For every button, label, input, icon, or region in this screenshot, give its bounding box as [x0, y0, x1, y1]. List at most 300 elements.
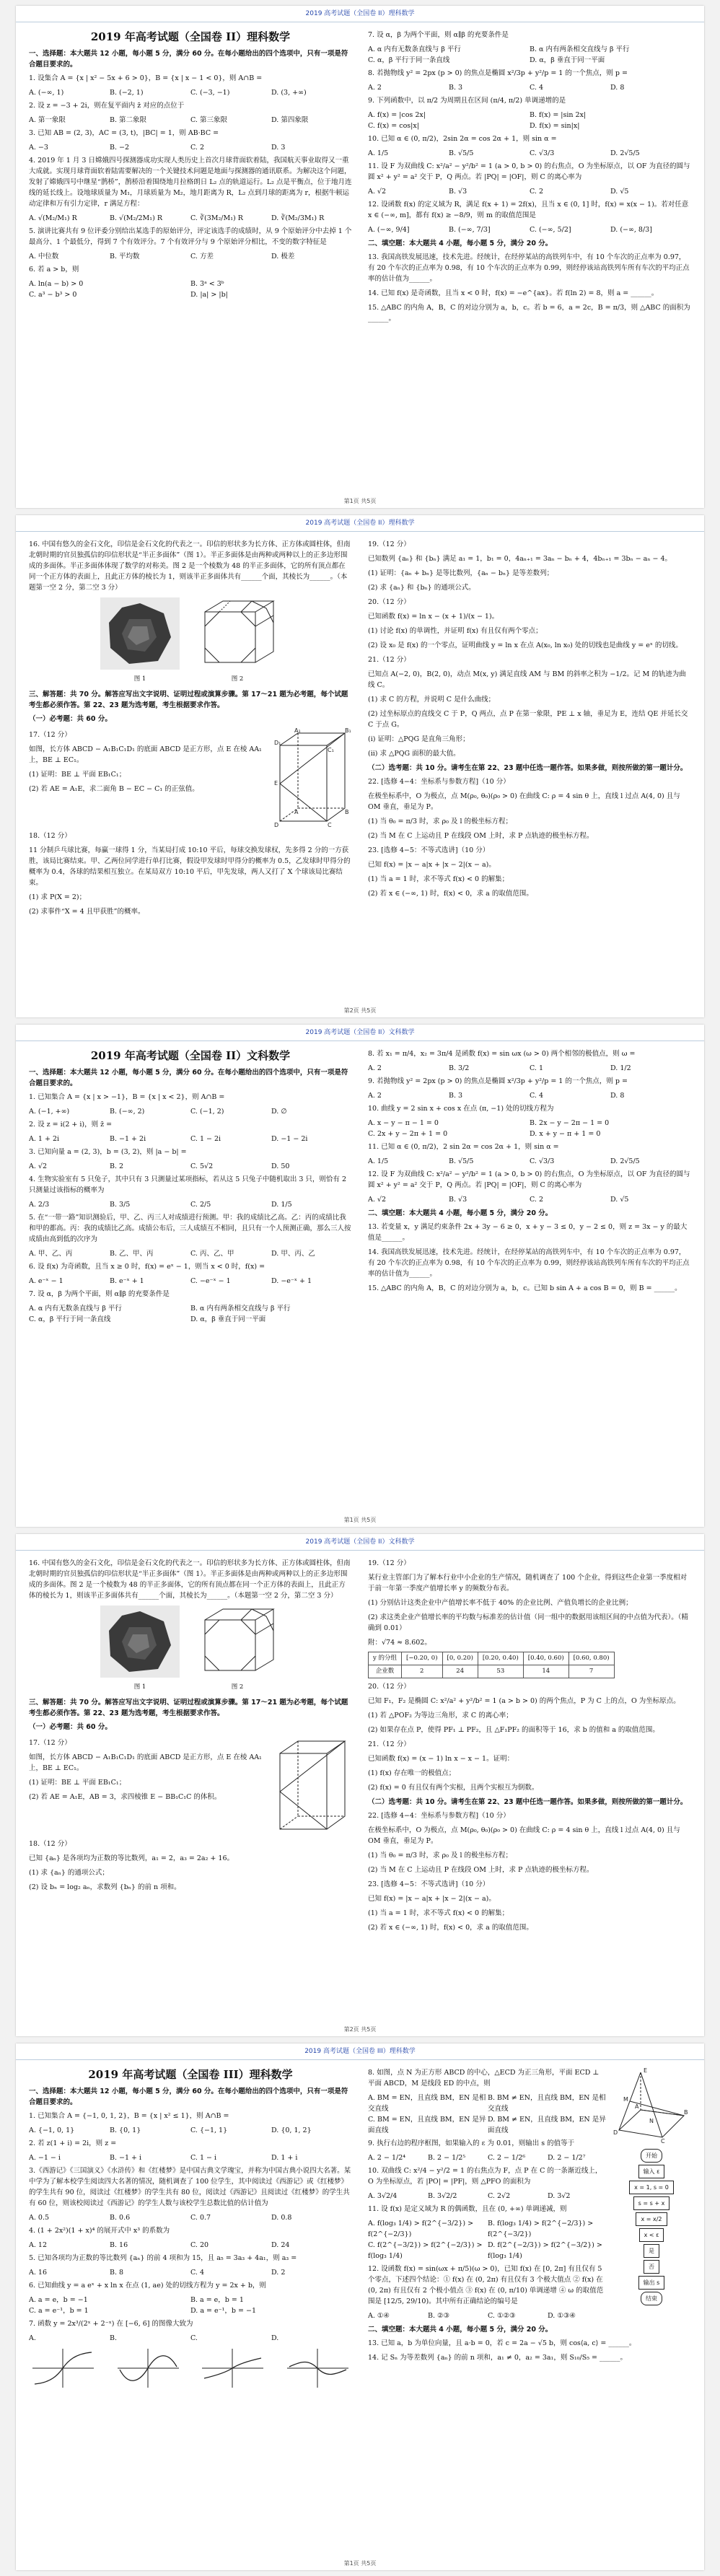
question-21	[368, 654, 691, 759]
multiple-choice-item	[29, 155, 352, 224]
answer-option: C. 2/5	[190, 1201, 211, 1209]
answer-option: D. −e⁻ˣ + 1	[271, 1277, 312, 1285]
section-heading: 一、选择题：本大题共 12 小题，每小题 5 分，满分 60 分。在每小题给出的四个选项中，只有一项是符合题目要求的。	[29, 2087, 348, 2106]
cuboid-diagram-icon	[273, 1735, 352, 1836]
answer-option: A. 2	[368, 1092, 382, 1100]
answer-option: C. 2x + y − 2π + 1 = 0	[368, 1130, 448, 1138]
answer-option: A. √2	[29, 1162, 47, 1170]
question: 11. 设 F 为双曲线 C: x²/a² − y²/b² = 1 (a > 0, b > 0) 的右焦点，O 为坐标原点，以 OF 为直径的圆与圆 x² + y² = a² 交于 P，Q 两点。若 |PQ| = |OF|，则 C 的离心率为	[368, 162, 690, 181]
question: 2. 设 z = i(2 + i)，则 z̄ =	[29, 1121, 113, 1129]
question: 3. 已知 AB = (2, 3)，AC = (3, t)，|BC| = 1，则 AB·BC =	[29, 129, 219, 137]
question-16: 16. 中国有悠久的金石文化，印信是金石文化的代表之一。印信的形状多为长方体、正方体或圆柱体，但南北朝时期的官员独孤信的印信形状是“半正多面体”（图 1）。半正多面体是由两种或两种以上的正多边形围成的多面体。图 2 是一个棱数为 48 的半正多面体，它的所有顶点都在同一个正方体的表面上，且此正方体的棱长为 1，则该半正多面体共有______个面，其棱长为______。（本题第一空 2 分，第二空 3 分）	[29, 1559, 351, 1600]
page-header: 2019 高考试题（全国卷 II）文科数学	[16, 1534, 704, 1551]
answer-option: D. ①③④	[548, 2312, 576, 2320]
answer-option: C. ∛(3M₂/M₁) R	[190, 214, 243, 222]
question-heading: 21.（12 分）	[368, 656, 411, 664]
question-18	[29, 1839, 352, 1893]
svg-text:E: E	[644, 2067, 648, 2074]
multiple-choice-item	[29, 264, 352, 300]
multiple-choice-item	[368, 2138, 607, 2163]
answer-option: B. −2	[110, 144, 130, 152]
multiple-choice-item	[368, 1103, 691, 1139]
option-list	[368, 110, 691, 131]
flowchart-node: x < ε	[639, 2228, 664, 2242]
answer-option: A. −3	[29, 144, 48, 152]
graph-option-d-icon	[284, 2347, 352, 2390]
multiple-choice-item	[29, 226, 352, 262]
question: 4. (1 + 2x²)(1 + x)⁴ 的展开式中 x³ 的系数为	[29, 2227, 170, 2235]
answer-option: D. (3, +∞)	[271, 89, 307, 97]
answer-option: D. √5	[610, 188, 629, 196]
flowchart-node: s = s + x	[633, 2196, 670, 2210]
answer-option: C. (−3, −1)	[190, 89, 230, 97]
multiple-choice-item	[29, 2138, 352, 2163]
answer-option: C. 2	[530, 1196, 544, 1204]
svg-text:D: D	[274, 822, 279, 828]
question-text: (1) f(x) 存在唯一的极值点；	[368, 1769, 456, 1777]
answer-option: D. 2	[271, 2269, 286, 2277]
multiple-choice-item	[29, 1147, 352, 1172]
answer-option: B. 2x − y − 2π − 1 = 0	[530, 1119, 610, 1127]
answer-option: A. 2	[368, 1064, 382, 1072]
answer-option: D. 3√2	[548, 2192, 571, 2200]
section-heading: 一、选择题：本大题共 12 小题，每小题 5 分，满分 60 分。在每小题给出的四个选项中，只有一项是符合题目要求的。	[29, 50, 348, 69]
question: 9. 若抛物线 y² = 2px (p > 0) 的焦点是椭圆 x²/3p + y²/p = 1 的一个焦点，则 p =	[368, 1077, 628, 1085]
multiple-choice-item	[29, 1092, 352, 1117]
question-text: 13. 我国高铁发展迅速，技术先进。经统计，在经停某站的高铁列车中，有 10 个车次的正点率为 0.97，有 20 个车次的正点率为 0.98，有 10 个车次的正点率为 0.99，则经停该站高铁列车所有车次的平均正点率的估计值为______。	[368, 253, 690, 283]
option-list	[368, 1156, 691, 1167]
question-text: (1) 若 △POF₂ 为等边三角形，求 C 的离心率；	[368, 1712, 513, 1719]
option-list	[368, 2152, 607, 2163]
question-text: (1) 求 C 的方程，并说明 C 是什么曲线；	[368, 696, 496, 704]
question-text: (2) 当 M 在 C 上运动且 P 在线段 OM 上时，求 P 点轨迹的极坐标方程。	[368, 832, 594, 840]
option-list	[29, 2240, 352, 2251]
answer-option: D. 2√5/5	[610, 149, 640, 157]
svg-text:D₁: D₁	[274, 740, 281, 746]
table-header-cell: [−0.20, 0)	[402, 1652, 443, 1665]
question-text: (2) 过坐标原点的直线交 C 于 P，Q 两点，点 P 在第一象限，PE ⊥ x 轴，垂足为 E，连结 QE 并延长交 C 于点 G。	[368, 710, 688, 729]
answer-option: B. √5/5	[449, 1157, 474, 1165]
flowchart-node: 是	[644, 2244, 659, 2258]
svg-text:C: C	[328, 822, 332, 828]
option-list	[29, 2333, 352, 2344]
answer-option: A. BM = EN，且直线 BM，EN 是相交直线	[368, 2094, 486, 2113]
answer-option: C. 4	[190, 2269, 205, 2277]
question: 2. 若 z(1 + i) = 2i，则 z =	[29, 2139, 117, 2147]
question: 6. 若 a > b，则	[29, 266, 79, 273]
answer-option: B. f(log₃ 1/4) > f(2^{−2/3}) > f(2^{−3/2})	[488, 2220, 594, 2238]
option-list	[29, 87, 352, 98]
answer-option: A. (−∞, 9/4]	[368, 226, 410, 234]
answer-option: C. 2√2	[488, 2192, 511, 2200]
answer-option: A. a = e，b = −1	[29, 2296, 88, 2304]
answer-option: C. ①②③	[488, 2312, 516, 2320]
svg-text:A: A	[635, 2103, 639, 2110]
multiple-choice-item	[368, 161, 691, 197]
answer-option: D. 50	[271, 1162, 290, 1170]
question: 1. 已知集合 A = {x | x > −1}，B = {x | x < 2}，则 A∩B =	[29, 1093, 225, 1101]
option-list	[29, 213, 352, 224]
answer-option: D. 0.8	[271, 2214, 292, 2222]
question-text: (2) 求 {aₙ} 和 {bₙ} 的通项公式。	[368, 584, 475, 592]
svg-text:D: D	[613, 2129, 618, 2136]
answer-option: B. √5/5	[449, 149, 474, 157]
right-column	[368, 1046, 691, 1512]
answer-option: B. 0.6	[110, 2214, 131, 2222]
multiple-choice-item	[368, 95, 691, 131]
answer-option: A. 3√2/4	[368, 2192, 398, 2200]
answer-option: D. 3	[271, 144, 286, 152]
option-list	[29, 2152, 352, 2163]
question-text: (2) f(x) = 0 有且仅有两个实根，且两个实根互为倒数。	[368, 1784, 539, 1792]
answer-option: B. a = e，b = 1	[190, 2296, 244, 2304]
multiple-choice-item	[29, 2225, 352, 2251]
answer-option: B. e⁻ˣ + 1	[110, 1277, 144, 1285]
option-list	[29, 1199, 352, 1210]
question-heading: 19.（12 分）	[368, 1559, 411, 1567]
question-text: 如图，长方体 ABCD − A₁B₁C₁D₁ 的底面 ABCD 是正方形，点 E 在棱 AA₁ 上，BE ⊥ EC₁。	[29, 745, 262, 764]
svg-text:M: M	[623, 2096, 628, 2103]
question-text: 已知 F₁，F₂ 是椭圆 C: x²/a² + y²/b² = 1 (a > b > 0) 的两个焦点，P 为 C 上的点，O 为坐标原点。	[368, 1697, 680, 1705]
answer-option: C. BM = EN，且直线 BM，EN 是异面直线	[368, 2116, 486, 2134]
question: 8. 若抛物线 y² = 2px (p > 0) 的焦点是椭圆 x²/3p + y²/p = 1 的一个焦点，则 p =	[368, 69, 628, 77]
question: 2. 设 z = −3 + 2i，则在复平面内 z̄ 对应的点位于	[29, 102, 185, 110]
svg-text:N: N	[649, 2118, 654, 2124]
sub-section-heading: （一）必考题：共 60 分。	[29, 715, 112, 723]
answer-option: B. (−∞, 2)	[110, 1108, 145, 1116]
answer-option: A. √2	[368, 1196, 386, 1204]
answer-option: B. 3	[449, 1092, 463, 1100]
answer-option: C. 1	[530, 1064, 544, 1072]
option-list	[29, 2267, 352, 2278]
question-list	[368, 30, 691, 235]
answer-option: A. 12	[29, 2241, 47, 2249]
optional-heading: （二）选考题：共 10 分。请考生在第 22、23 题中任选一题作答。如果多做，则按所做的第一题计分。	[368, 764, 688, 772]
answer-option: A. (−∞, 1)	[29, 89, 64, 97]
question-text: 在极坐标系中，O 为极点，点 M(ρ₀, θ₀)(ρ₀ > 0) 在曲线 C: ρ = 4 sin θ 上，直线 l 过点 A(4, 0) 且与 OM 垂直，垂足为 P。	[368, 1826, 680, 1845]
question-heading: 20.（12 分）	[368, 1683, 411, 1691]
answer-option: B. 2 − 1/2⁵	[428, 2154, 466, 2162]
page-footer: 第1页 共5页	[343, 1517, 377, 1523]
answer-option: A. √2	[368, 188, 386, 196]
page-4	[16, 1534, 704, 2036]
answer-option: D. a = e⁻¹，b = −1	[190, 2307, 257, 2315]
left-column	[29, 1046, 352, 1512]
answer-option: C. f(2^{−3/2}) > f(2^{−2/3}) > f(log₃ 1/4)	[368, 2241, 483, 2260]
question-23	[368, 845, 691, 899]
answer-option: D. x + y − π + 1 = 0	[530, 1130, 601, 1138]
question-text: (1) 求 P(X = 2)；	[29, 893, 87, 901]
option-list	[29, 1276, 352, 1287]
question-text: (2) 求事件“X = 4 且甲获胜”的概率。	[29, 908, 145, 916]
answer-option: C.	[190, 2334, 198, 2342]
question: 4. 生物实验室有 5 只兔子，其中只有 3 只测量过某项指标，若从这 5 只兔子中随机取出 3 只，则恰有 2 只测量过该指标的概率为	[29, 1175, 346, 1194]
answer-option: D. 第四象限	[271, 116, 309, 124]
multiple-choice-item	[368, 30, 691, 66]
multiple-choice-item	[29, 73, 352, 98]
answer-option: D. ∅	[271, 1108, 287, 1116]
option-list	[29, 2295, 352, 2316]
answer-option: C. 20	[190, 2241, 209, 2249]
multiple-choice-item	[29, 1289, 352, 1325]
question: 12. 设函数 f(x) 的定义域为 R，满足 f(x + 1) = 2f(x)，且当 x ∈ (0, 1] 时，f(x) = x(x − 1)。若对任意 x ∈ (−∞, m]，都有 f(x) ≥ −8/9，则 m 的取值范围是	[368, 201, 689, 219]
answer-option: B. (−2, 1)	[110, 89, 144, 97]
answer-option: A. 1/5	[368, 1157, 389, 1165]
question-heading: 18.（12 分）	[29, 1840, 71, 1848]
answer-option: C. 4	[530, 1092, 544, 1100]
answer-option: B. 3/2	[449, 1064, 470, 1072]
polyhedron-diagram-icon	[194, 1605, 281, 1678]
table-header-cell: y 的分组	[369, 1652, 402, 1665]
table-cell: 53	[478, 1665, 523, 1678]
answer-option: D. (−∞, 8/3]	[610, 226, 652, 234]
figure-1	[100, 1605, 180, 1693]
fill-in-list	[368, 252, 691, 324]
answer-option: A. ①④	[368, 2312, 390, 2320]
section-heading: 三、解答题：共 70 分。解答应写出文字说明、证明过程或演算步骤。第 17～21 题为必考题，每个试题考生都必须作答。第 22、23 题为选考题，考生根据要求作答。	[29, 1699, 348, 1717]
answer-option: B. BM ≠ EN，且直线 BM，EN 是相交直线	[488, 2094, 606, 2113]
answer-option: D. {0, 1, 2}	[271, 2126, 312, 2134]
question-text: (1) 当 θ₀ = π/3 时，求 ρ₀ 及 l 的极坐标方程；	[368, 1852, 513, 1859]
question: 6. 设 f(x) 为奇函数，且当 x ≥ 0 时，f(x) = eˣ − 1，则当 x < 0 时，f(x) =	[29, 1263, 265, 1271]
page-footer: 第2页 共5页	[343, 1007, 377, 1014]
answer-option: A. e⁻ˣ − 1	[29, 1277, 63, 1285]
answer-option: D. 2 − 1/2⁷	[548, 2154, 586, 2162]
answer-option: C. −e⁻ˣ − 1	[190, 1277, 231, 1285]
option-list	[368, 224, 691, 235]
left-column	[29, 1556, 352, 2022]
answer-option: A. 2/3	[29, 1201, 50, 1209]
question: 12. 设 F 为双曲线 C: x²/a² − y²/b² = 1 (a > 0, b > 0) 的右焦点，O 为坐标原点，以 OF 为直径的圆与圆 x² + y² = a² 交于 P，Q 两点。若 |PQ| = |OF|，则 C 的离心率为	[368, 1170, 690, 1189]
multiple-choice-item	[29, 1119, 352, 1144]
question-list	[29, 1092, 352, 1325]
question-18	[29, 831, 352, 917]
multiple-choice-item	[368, 1048, 691, 1074]
answer-option: D. 1 + i	[271, 2154, 298, 2162]
option-list	[368, 1063, 691, 1074]
answer-option: A. 0.5	[29, 2214, 50, 2222]
question: 5. 演讲比赛共有 9 位评委分别给出某选手的原始评分，评定该选手的成绩时，从 9 个原始评分中去掉 1 个最高分、1 个最低分，得到 7 个有效评分。7 个有效评分与 9 个原始评分相比，不变的数字特征是	[29, 227, 352, 246]
multiple-choice-item	[368, 2264, 607, 2321]
question-heading: 21.（12 分）	[368, 1740, 411, 1748]
question: 3. 已知向量 a = (2, 3)，b = (3, 2)，则 |a − b| =	[29, 1148, 187, 1156]
answer-option: B. 16	[110, 2241, 128, 2249]
option-list	[368, 2218, 607, 2261]
option-list	[368, 148, 691, 159]
question-text: (ii) 求 △PQG 面积的最大值。	[368, 750, 460, 758]
option-list	[368, 2093, 607, 2136]
answer-option: D.	[271, 2334, 279, 2342]
answer-option: D. 甲、丙、乙	[271, 1250, 315, 1258]
answer-option: B. α 内有两条相交直线与 β 平行	[530, 45, 630, 53]
answer-option: A. 中位数	[29, 253, 59, 260]
table-header-cell: [0.60, 0.80)	[568, 1652, 614, 1665]
question-22	[368, 1810, 691, 1875]
answer-option: C. 方差	[190, 253, 214, 260]
flowchart-node: 输出 s	[638, 2276, 665, 2290]
question-text: 15. △ABC 的内角 A，B，C 的对边分别为 a，b，c。已知 b sin A + a cos B = 0，则 B = ______。	[368, 1284, 682, 1292]
section-heading: 三、解答题：共 70 分。解答应写出文字说明、证明过程或演算步骤。第 17～21 题为必考题，每个试题考生都必须作答。第 22、23 题为选考题，考生根据要求作答。	[29, 691, 348, 709]
answer-option: D. α，β 垂直于同一平面	[530, 56, 605, 64]
question: 4. 2019 年 1 月 3 日嫦娥四号探测器成功实现人类历史上首次月球背面软着陆，我国航天事业取得又一重大成就。实现月球背面软着陆需要解决的一个关键技术问题是地面与探测器的通讯联系。为解决这个问题，发射了嫦娥四号中继星“鹊桥”，鹊桥沿着围绕地月拉格朗日 L₂ 点的轨道运行。L₂ 点是平衡点，位于地月连线的延长线上。设地球质量为 M₁，月球质量为 M₂，地月距离为 R，L₂ 点到月球的距离为 r，根据牛顿运动定律和万有引力定律，r 满足方程：	[29, 157, 352, 208]
table-cell: 24	[442, 1665, 478, 1678]
svg-text:E: E	[274, 780, 278, 787]
answer-option: C. 0.7	[190, 2214, 211, 2222]
answer-option: D. 8	[610, 1092, 625, 1100]
answer-option: A. f(x) = |cos 2x|	[368, 111, 426, 119]
option-list	[29, 142, 352, 153]
answer-option: D. f(2^{−2/3}) > f(2^{−3/2}) > f(log₃ 1/4)	[488, 2241, 602, 2260]
answer-option: C. 5√2	[190, 1162, 214, 1170]
answer-option: B. 第二象限	[110, 116, 147, 124]
option-list	[29, 279, 352, 300]
question: 7. 设 α，β 为两个平面，则 α∥β 的充要条件是	[29, 1290, 170, 1298]
answer-option: D. 2√5/5	[610, 1157, 640, 1165]
table-cell: 企业数	[369, 1665, 402, 1678]
question-heading: 20.（12 分）	[368, 598, 411, 606]
option-list	[29, 1106, 352, 1117]
svg-text:B: B	[684, 2109, 688, 2116]
option-list	[29, 115, 352, 126]
question: 11. 设 f(x) 是定义域为 R 的偶函数，且在 (0, +∞) 单调递减，则	[368, 2205, 567, 2213]
question-text: (i) 证明：△PQG 是直角三角形；	[368, 735, 470, 743]
option-list	[368, 186, 691, 197]
answer-option: C. √3/3	[530, 1157, 555, 1165]
question-text: (2) 设 bₙ = log₂ aₙ，求数列 {bₙ} 的前 n 项和。	[29, 1883, 181, 1891]
seal-image-icon	[100, 1605, 180, 1678]
question-text: (2) 设 x₀ 是 f(x) 的一个零点，证明曲线 y = ln x 在点 A(x₀, ln x₀) 处的切线也是曲线 y = eˣ 的切线。	[368, 641, 682, 649]
question-text: 15. △ABC 的内角 A，B，C 的对边分别为 a，b，c。若 b = 6，a = 2c，B = π/3，则 △ABC 的面积为______。	[368, 304, 690, 323]
question: 10. 已知 α ∈ (0, π/2)，2sin 2α = cos 2α + 1，则 sin α =	[368, 135, 557, 143]
question-16: 16. 中国有悠久的金石文化，印信是金石文化的代表之一。印信的形状多为长方体、正方体或圆柱体，但南北朝时期的官员独孤信的印信形状是“半正多面体”（图 1）。半正多面体是由两种或两种以上的正多边形围成的多面体。半正多面体体现了数学的对称美。图 2 是一个棱数为 48 的半正多面体，它的所有顶点都在同一个正方体的表面上，且此正方体的棱长为 1，则该半正多面体共有______个面，其棱长为______。（本题第一空 2 分，第二空 3 分）	[29, 540, 351, 592]
option-list	[368, 1090, 691, 1101]
section-heading: 二、填空题：本大题共 4 小题，每小题 5 分，满分 20 分。	[368, 240, 553, 247]
flowchart-node: 结束	[641, 2292, 662, 2305]
question-text: (2) 求这类企业产值增长率的平均数与标准差的估计值（同一组中的数据用该组区间的中点值为代表）。（精确到 0.01）	[368, 1613, 688, 1632]
multiple-choice-item	[29, 1212, 352, 1259]
answer-option: D. f(x) = sin|x|	[530, 122, 580, 130]
page-2	[16, 515, 704, 1017]
multiple-choice-item	[29, 100, 352, 126]
multiple-choice-item	[29, 2165, 352, 2223]
right-column	[368, 537, 691, 1003]
flowchart-node: 开始	[641, 2149, 662, 2163]
flowchart-node: x = 1, s = 0	[629, 2181, 674, 2194]
answer-option: C. 2	[190, 144, 205, 152]
question: 9. 下列函数中，以 π/2 为周期且在区间 (π/4, π/2) 单调递增的是	[368, 97, 566, 105]
answer-option: B. 平均数	[110, 253, 140, 260]
answer-option: B. −1 + i	[110, 2154, 142, 2162]
option-list	[29, 2212, 352, 2223]
answer-option: C. a³ − b³ > 0	[29, 291, 77, 299]
question-22	[368, 776, 691, 841]
question-23	[368, 1879, 691, 1933]
question-text: 已知 f(x) = |x − a|x + |x − 2|(x − a)。	[368, 1895, 496, 1903]
flowchart-node: x = x/2	[636, 2212, 667, 2226]
page-5	[16, 2043, 704, 2570]
answer-option: B. {0, 1}	[110, 2126, 141, 2134]
answer-option: B. 3√2/2	[428, 2192, 457, 2200]
question: 10. 曲线 y = 2 sin x + cos x 在点 (π, −1) 处的切线方程为	[368, 1105, 554, 1113]
multiple-choice-item	[368, 68, 691, 93]
question-text: 已知 f(x) = |x − a|x + |x − 2|(x − a)。	[368, 861, 496, 869]
table-header-cell: [0.40, 0.60)	[523, 1652, 568, 1665]
question-heading: 17.（12 分）	[29, 731, 71, 739]
page-header: 2019 高考试题（全国卷 III）理科数学	[16, 2043, 704, 2060]
table-header-cell: [0.20, 0.40)	[478, 1652, 523, 1665]
question: 8. 若 x₁ = π/4，x₂ = 3π/4 是函数 f(x) = sin ωx (ω > 0) 两个相邻的极值点，则 ω =	[368, 1050, 636, 1058]
section-heading: 二、填空题：本大题共 4 小题，每小题 5 分，满分 20 分。	[368, 2326, 553, 2334]
question: 12. 设函数 f(x) = sin(ωx + π/5)(ω > 0)，已知 f(x) 在 [0, 2π] 有且仅有 5 个零点，下述四个结论：① f(x) 在 (0, 2π) 有且仅有 3 个极大值点 ② f(x) 在 (0, 2π) 有且仅有 2 个极小值点 ③ f(x) 在 (0, π/10) 单调递增 ④ ω 的取值范围是 [12/5, 29/10)。其中所有正确结论的编号是	[368, 2265, 604, 2305]
answer-option: C. √3/3	[530, 149, 555, 157]
question-text: 11 分制乒乓球比赛，每赢一球得 1 分，当某局打成 10:10 平后，每球交换发球权，先多得 2 分的一方获胜，该局比赛结束。甲、乙两位同学进行单打比赛，假设甲发球时甲得分的概率为 0.5，乙发球时甲得分的概率为 0.4，各球的结果相互独立。在某局双方 10:10 平后，甲先发球，两人又打了 X 个球该局比赛结束。	[29, 846, 351, 887]
answer-option: D. 1/5	[271, 1201, 292, 1209]
question-text: (2) 若 x ∈ (−∞, 1) 时，f(x) < 0，求 a 的取值范围。	[368, 890, 533, 898]
page-title: 2019 年高考试题（全国卷 II）理科数学	[90, 30, 291, 43]
question-text: 在极坐标系中，O 为极点，点 M(ρ₀, θ₀)(ρ₀ > 0) 在曲线 C: ρ = 4 sin θ 上，直线 l 过点 A(4, 0) 且与 OM 垂直，垂足为 P。	[368, 792, 680, 811]
question: 5. 在“一带一路”知识测验后，甲、乙、丙三人对成绩进行预测。甲：我的成绩比乙高。乙：丙的成绩比我和甲的都高。丙：我的成绩比乙高。成绩公布后，三人成绩互不相同，且只有一个人预测正确，那么三人按成绩由高到低的次序为	[29, 1214, 351, 1243]
question-text: (1) 证明：BE ⊥ 平面 EB₁C₁；	[29, 1779, 126, 1787]
table-row	[369, 1665, 615, 1678]
answer-option: C. 第三象限	[190, 116, 227, 124]
answer-option: B. f(x) = |sin 2x|	[530, 111, 587, 119]
page-header: 2019 高考试题（全国卷 II）理科数学	[16, 6, 704, 22]
multiple-choice-item	[368, 1142, 691, 1167]
multiple-choice-item	[29, 1261, 352, 1287]
question-text: 22. [选修 4−4：坐标系与参数方程]（10 分）	[368, 1812, 510, 1820]
option-list	[368, 1118, 691, 1139]
question-19	[368, 1558, 691, 1648]
question-heading: 18.（12 分）	[29, 832, 71, 840]
answer-option: B. √3	[449, 188, 467, 196]
option-list	[368, 44, 691, 66]
question-text: (2) 当 M 在 C 上运动且 P 在线段 OM 上时，求 P 点轨迹的极坐标方程。	[368, 1866, 594, 1874]
question-21	[368, 1739, 691, 1793]
page-footer: 第1页 共5页	[343, 498, 377, 504]
page-title: 2019 年高考试题（全国卷 III）理科数学	[88, 2068, 293, 2081]
question-heading: 17.（12 分）	[29, 1739, 71, 1747]
answer-option: D. √5	[610, 1196, 629, 1204]
figure-caption: 图 2	[231, 675, 244, 683]
multiple-choice-item	[29, 128, 352, 153]
section-heading: 二、填空题：本大题共 4 小题，每小题 5 分，满分 20 分。	[368, 1209, 553, 1217]
question-text: 已知数列 {aₙ} 和 {bₙ} 满足 a₁ = 1，b₁ = 0，4aₙ₊₁ = 3aₙ − bₙ + 4，4bₙ₊₁ = 3bₙ − aₙ − 4。	[368, 555, 672, 563]
answer-option: A. 甲、乙、丙	[29, 1250, 73, 1258]
optional-heading: （二）选考题：共 10 分。请考生在第 22、23 题中任选一题作答。如果多做，则按所做的第一题计分。	[368, 1798, 688, 1806]
right-column	[368, 27, 691, 494]
fill-in-list	[368, 2338, 691, 2363]
answer-option: C. α，β 平行于同一条直线	[368, 56, 450, 64]
question-list	[29, 2111, 352, 2344]
answer-option: D. 极差	[271, 253, 295, 260]
page-footer: 第2页 共5页	[343, 2026, 377, 2033]
table-header-cell: [0, 0.20)	[442, 1652, 478, 1665]
answer-option: C. 2	[530, 188, 544, 196]
answer-option: A. 1 + 2i	[29, 1135, 60, 1143]
figure-2	[194, 597, 281, 685]
svg-text:B₁: B₁	[345, 727, 351, 734]
question-text: (2) 若 AE = A₁E，求二面角 B − EC − C₁ 的正弦值。	[29, 785, 199, 793]
option-list	[29, 1303, 352, 1325]
answer-option: A.	[29, 2334, 36, 2342]
polyhedron-diagram-icon	[194, 597, 281, 670]
question-text: 14. 记 Sₙ 为等差数列 {aₙ} 的前 n 项和，a₁ ≠ 0，a₂ = 3a₁，则 S₁₀/S₅ = ______。	[368, 2354, 628, 2362]
answer-option: C. α，β 平行于同一条直线	[29, 1315, 111, 1323]
question-text: (2) 若 AE = A₁E，AB = 3，求四棱锥 E − BB₁C₁C 的体积。	[29, 1793, 221, 1801]
svg-text:A₁: A₁	[294, 727, 301, 734]
question-text: (2) 若 x ∈ (−∞, 1) 时，f(x) < 0，求 a 的取值范围。	[368, 1924, 533, 1932]
question-text: 14. 我国高铁发展迅速，技术先进。经统计，在经停某站的高铁列车中，有 10 个车次的正点率为 0.97，有 20 个车次的正点率为 0.98，有 10 个车次的正点率为 0.99，则经停该站高铁列车所有车次的平均正点率的估计值为______。	[368, 1248, 690, 1278]
